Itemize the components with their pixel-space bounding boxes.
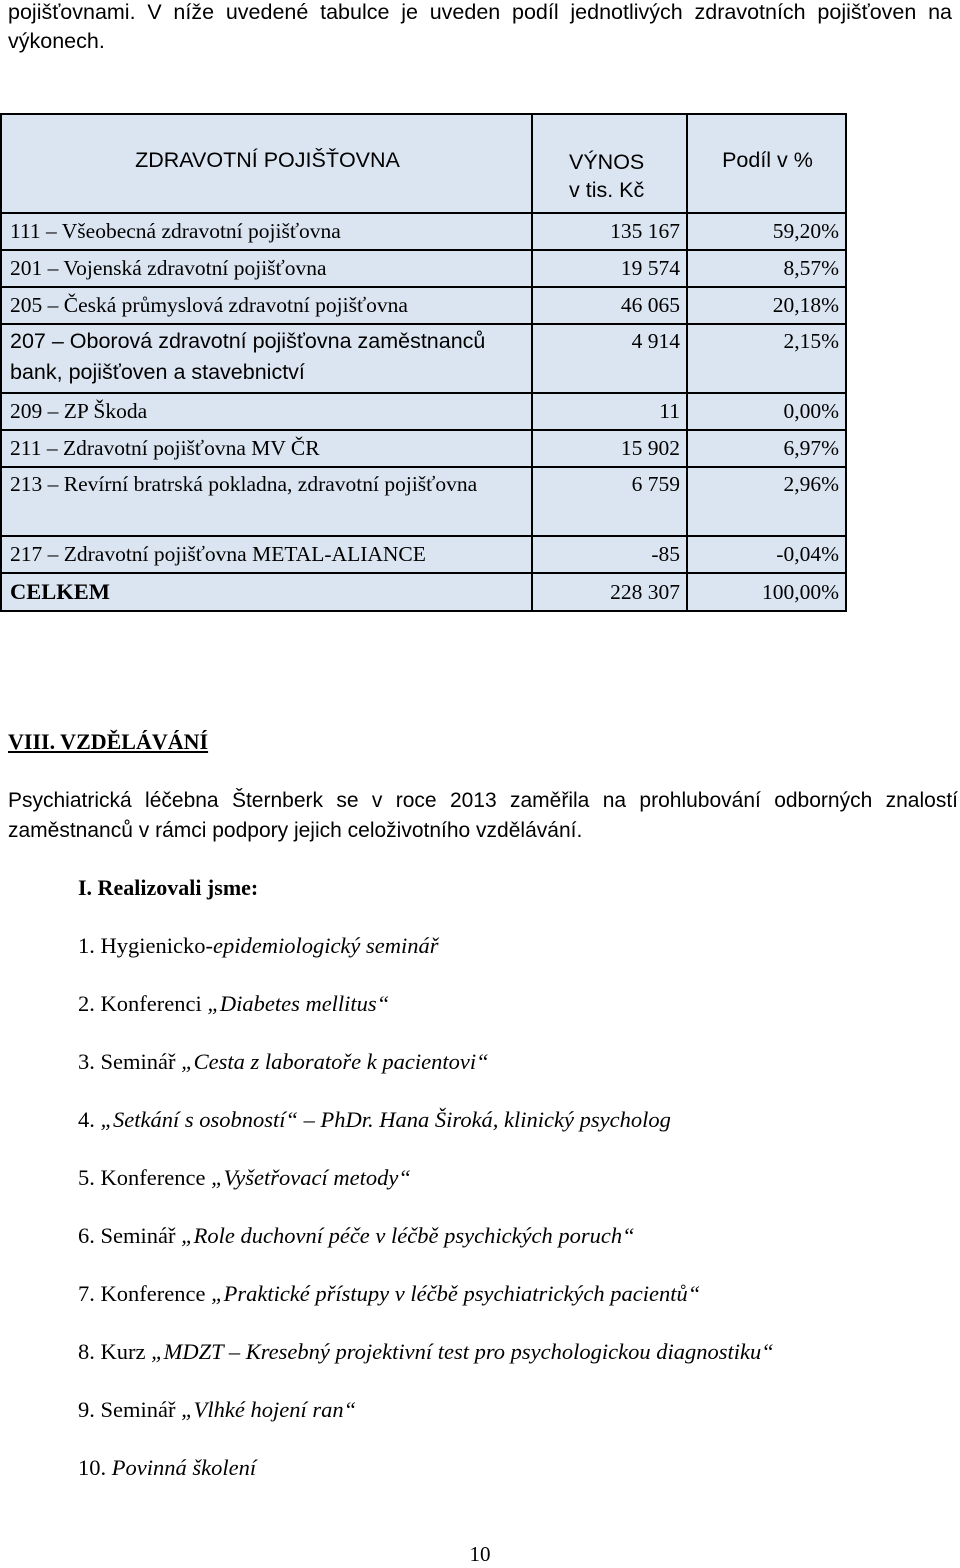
insurer-share: 8,57% [687,250,846,287]
item-number: 2. [78,991,95,1016]
item-title: „Role duchovní péče v léčbě psychických poruch“ [181,1223,635,1248]
event-list [78,929,774,1509]
item-plain: Kurz [100,1339,152,1364]
list-item [78,987,774,1045]
realized-subheading: I. Realizovali jsme: [78,875,259,900]
page-number: 10 [469,1542,491,1566]
insurer-revenue: 46 065 [532,287,687,324]
insurer-revenue: 15 902 [532,430,687,467]
insurer-share: 6,97% [687,430,846,467]
item-title: „Diabetes mellitus“ [207,991,390,1016]
insurer-revenue: 4 914 [532,324,687,393]
insurer-share: 59,20% [687,213,846,250]
item-title: „Vyšetřovací metody“ [211,1165,411,1190]
item-plain: Konference [100,1165,212,1190]
item-number: 9. [78,1397,95,1422]
table-row [1,536,846,573]
total-share: 100,00% [687,573,846,611]
list-item [78,1451,774,1509]
table-row [1,430,846,467]
insurer-name: 207 – Oborová zdravotní pojišťovna zaměstnanců bank, pojišťoven a stavebnictví [1,324,532,393]
table-row [1,324,846,393]
insurer-revenue: 135 167 [532,213,687,250]
insurer-revenue: 19 574 [532,250,687,287]
item-title: „Vlhké hojení ran“ [181,1397,357,1422]
item-title: „MDZT – Kresebný projektivní test pro psychologickou diagnostiku“ [151,1339,774,1364]
section-paragraph: Psychiatrická léčebna Šternberk se v roce 2013 zaměřila na prohlubování odborných znalostí zaměstnanců v rámci podpory jejich celoživotního vzdělávání. [8,789,958,842]
item-number: 8. [78,1339,95,1364]
list-item [78,1045,774,1103]
item-plain: Konference [100,1281,212,1306]
list-item [78,1393,774,1451]
item-number: 5. [78,1165,95,1190]
header-insurer: ZDRAVOTNÍ POJIŠŤOVNA [1,114,532,213]
item-title: epidemiologický seminář [212,933,439,958]
header-share: Podíl v % [687,114,846,213]
item-title: „Setkání s osobností“ – PhDr. Hana Široká, klinický psycholog [100,1107,671,1132]
item-number: 7. [78,1281,95,1306]
list-item [78,1277,774,1335]
insurer-revenue: -85 [532,536,687,573]
insurer-revenue: 11 [532,393,687,430]
item-number: 1. [78,933,95,958]
item-plain: Hygienicko- [100,933,213,958]
table-row [1,250,846,287]
header-revenue-line2: v tis. Kč [569,178,645,202]
header-revenue-line1: VÝNOS [569,150,645,174]
table-total-row [1,573,846,611]
list-item [78,1335,774,1393]
table-row [1,393,846,430]
insurer-name: 111 – Všeobecná zdravotní pojišťovna [1,213,532,250]
item-number: 3. [78,1049,95,1074]
total-revenue: 228 307 [532,573,687,611]
item-plain: Seminář [100,1223,182,1248]
item-plain: Konferenci [100,991,208,1016]
insurer-name: 217 – Zdravotní pojišťovna METAL-ALIANCE [1,536,532,573]
list-item [78,1161,774,1219]
item-number: 6. [78,1223,95,1248]
insurer-share: 0,00% [687,393,846,430]
insurer-name: 209 – ZP Škoda [1,393,532,430]
section-heading: VIII. VZDĚLÁVÁNÍ [8,729,209,754]
insurer-share: 2,96% [687,467,846,536]
insurance-table [0,113,847,612]
table-header-row [1,114,846,213]
item-plain: Seminář [100,1049,182,1074]
list-item [78,1219,774,1277]
table-row [1,213,846,250]
list-item [78,1103,774,1161]
header-revenue [532,114,687,213]
insurer-share: -0,04% [687,536,846,573]
insurer-share: 2,15% [687,324,846,393]
intro-paragraph: pojišťovnami. V níže uvedené tabulce je uveden podíl jednotlivých zdravotních pojišťoven na výkonech. [8,0,952,53]
insurer-name: 201 – Vojenská zdravotní pojišťovna [1,250,532,287]
item-title: Povinná školení [111,1455,257,1480]
list-item [78,929,774,987]
table-row [1,467,846,536]
insurer-name: 213 – Revírní bratrská pokladna, zdravotní pojišťovna [1,467,532,536]
item-number: 10. [78,1455,107,1480]
total-label: CELKEM [1,573,532,611]
insurer-revenue: 6 759 [532,467,687,536]
insurer-share: 20,18% [687,287,846,324]
table-row [1,287,846,324]
item-title: „Praktické přístupy v léčbě psychiatrických pacientů“ [211,1281,701,1306]
insurer-name: 211 – Zdravotní pojišťovna MV ČR [1,430,532,467]
item-plain: Seminář [100,1397,182,1422]
item-number: 4. [78,1107,95,1132]
item-title: „Cesta z laboratoře k pacientovi“ [181,1049,489,1074]
insurer-name: 205 – Česká průmyslová zdravotní pojišťovna [1,287,532,324]
